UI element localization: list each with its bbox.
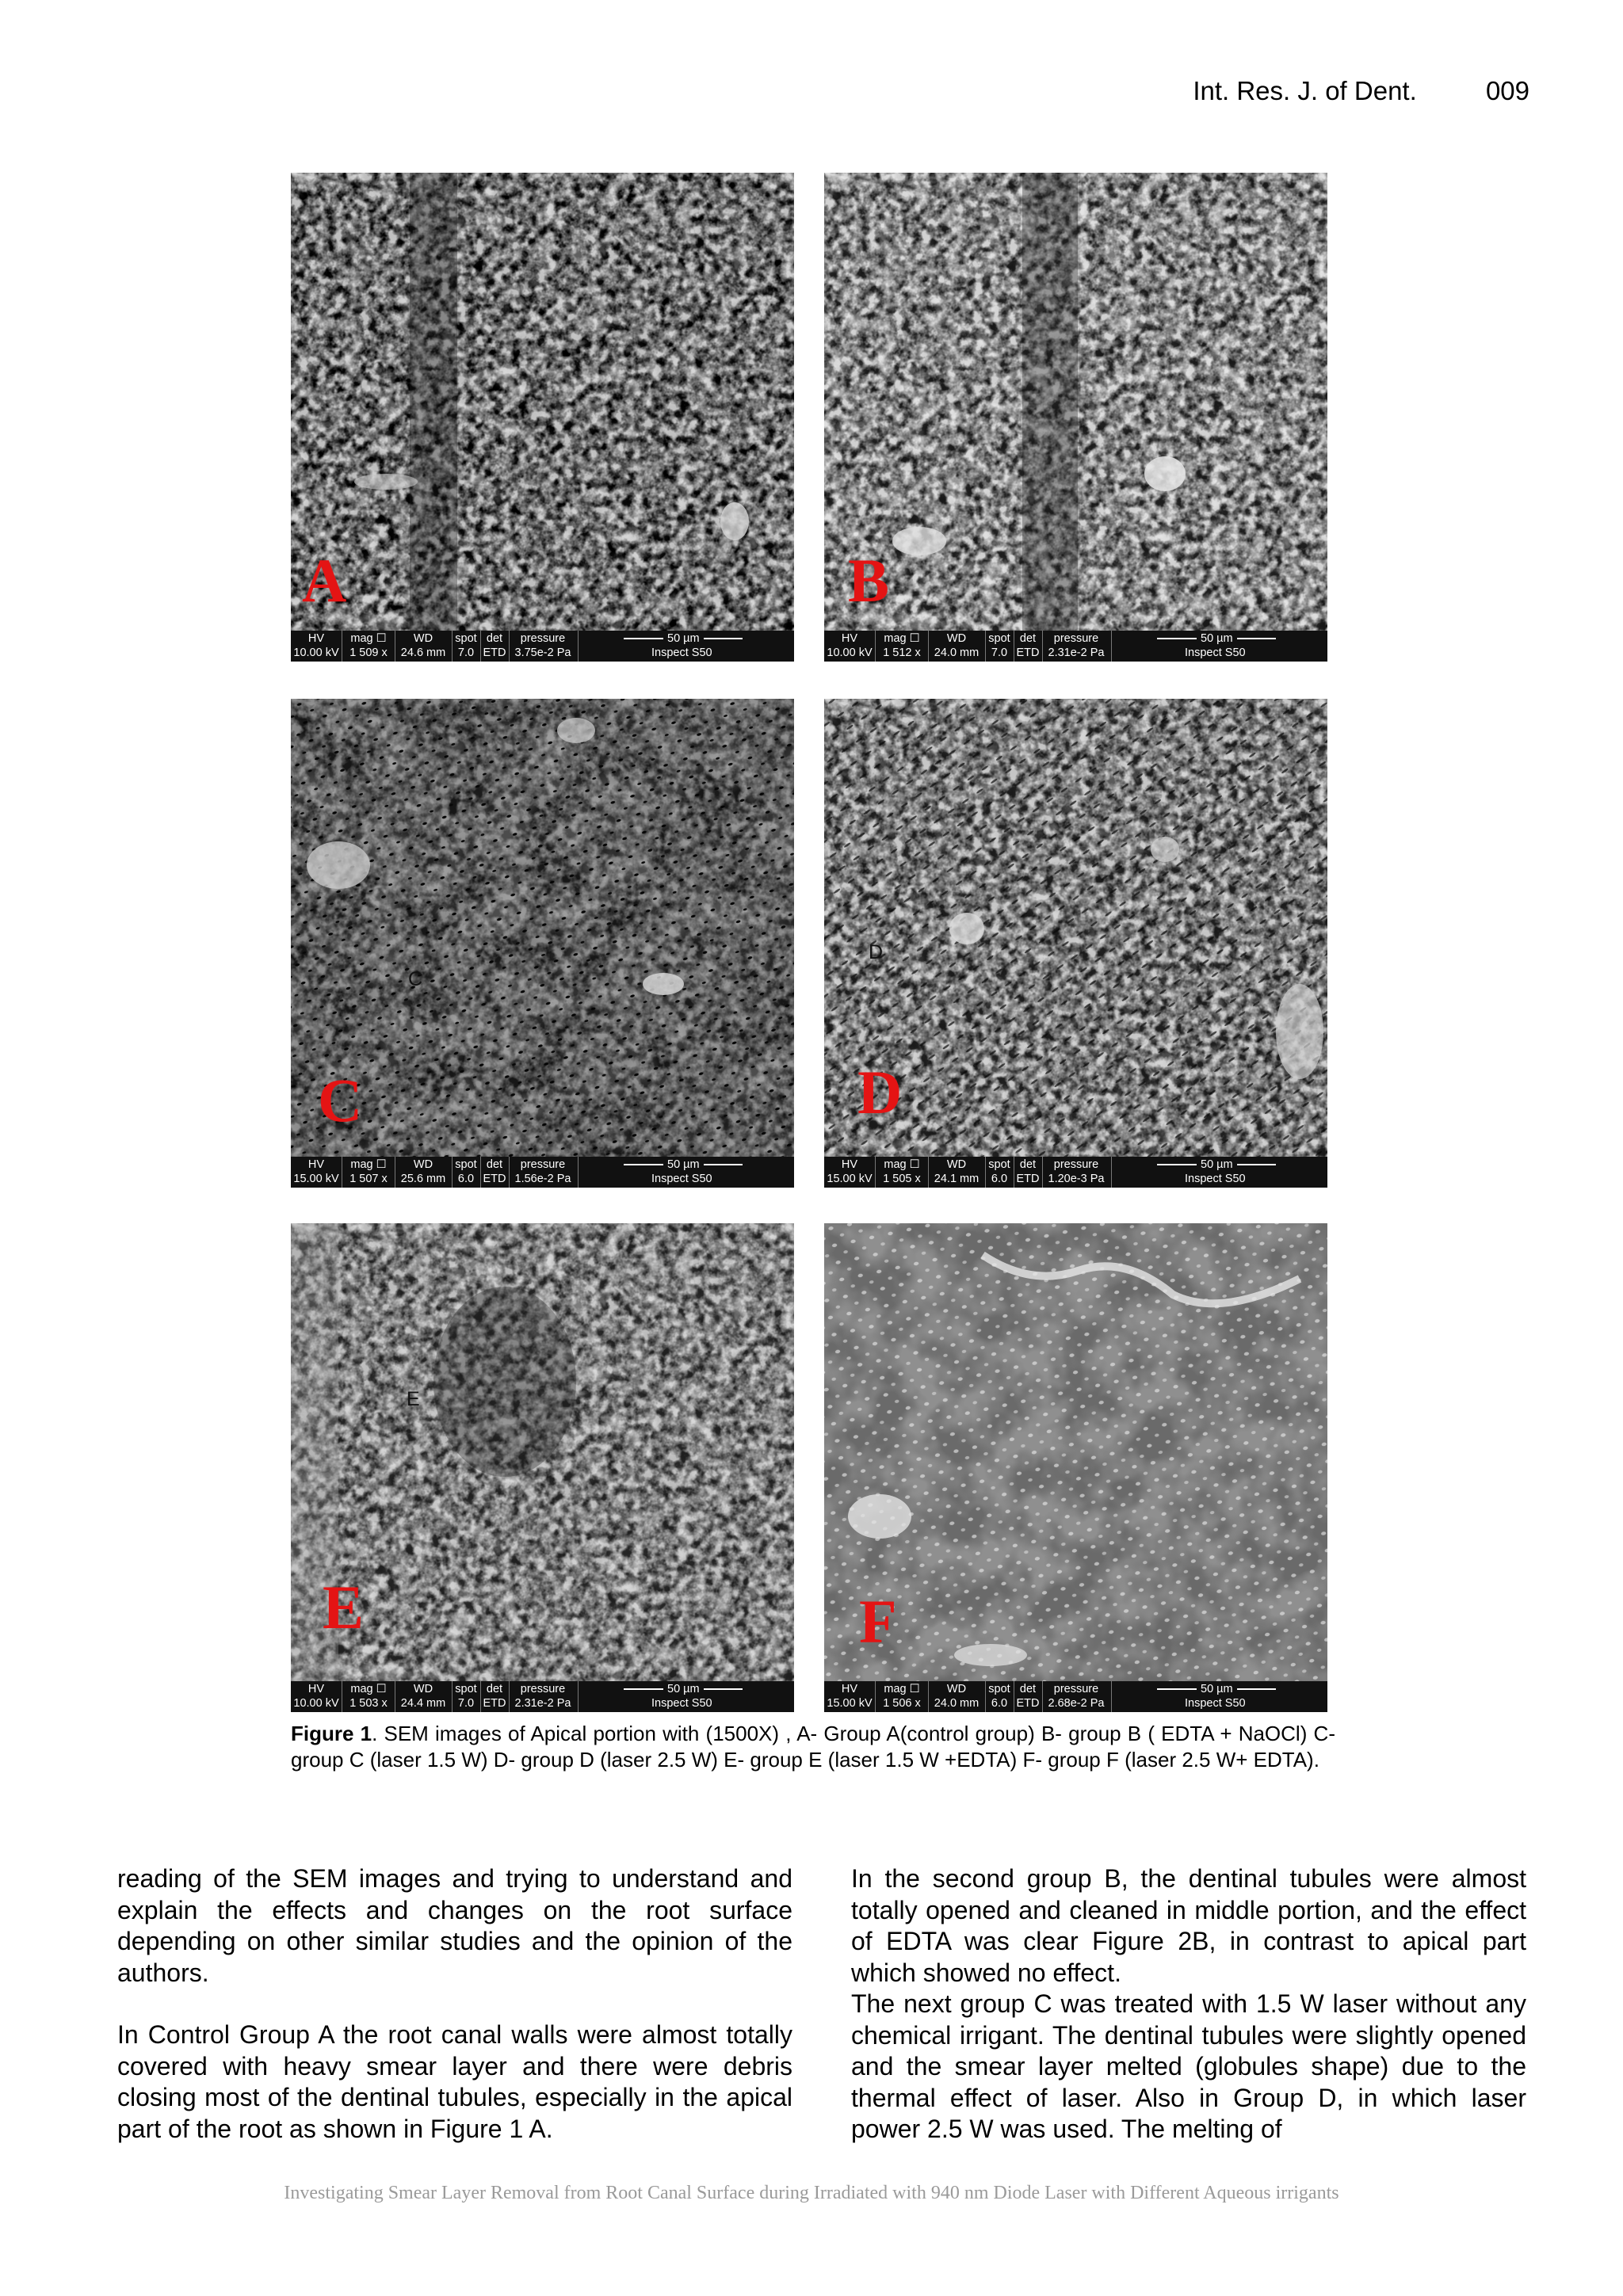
sem-panel-b [824, 173, 1327, 662]
paragraph: reading of the SEM images and trying to understand and explain the effects and changes on the root surface depending on other similar studies and the opinion of the authors. [117, 1864, 792, 1987]
sem-panel-a [291, 173, 794, 662]
sem-panel-f [824, 1223, 1327, 1712]
page-header [1193, 76, 1529, 106]
running-footer: Investigating Smear Layer Removal from Root Canal Surface during Irradiated with 940 nm Diode Laser with Different Aqueous irrigants [284, 2183, 1339, 2203]
panel-overlay-letter-c: C [408, 968, 423, 990]
sem-infobar-f: HV 15.00 kV mag ☐ 1 506 x WD 24.0 mm spot 6.0 det ETD pressure 2.68e-2 Pa 50 µm Inspect S50 [824, 1681, 1327, 1712]
panel-label-a: A [302, 546, 347, 615]
sem-image-c [291, 699, 794, 1157]
sem-infobar-d: HV 15.00 kV mag ☐ 1 505 x WD 24.1 mm spot 6.0 det ETD pressure 1.20e-3 Pa 50 µm Inspect S50 [824, 1157, 1327, 1188]
paragraph: In Control Group A the root canal walls were almost totally covered with heavy smear layer and there were debris closing most of the dentinal tubules, especially in the apical part of the root as shown in Figure 1 A. [117, 2020, 792, 2143]
paragraph: The next group C was treated with 1.5 W laser without any chemical irrigant. The dentinal tubules were slightly opened and the smear layer melted (globules shape) due to the thermal effect of laser. Also in Group D, in which laser power 2.5 W was used. The melting of [851, 1989, 1526, 2143]
figure-caption-text: . SEM images of Apical portion with (1500X) , A- Group A(control group) B- group B ( EDTA + NaOCl) C- group C (laser 1.5 W) D- group D (laser 2.5 W) E- group E (laser 1.5 W +EDTA) F- group F (laser 2.5 W+ EDTA). [291, 1722, 1335, 1772]
sem-image-a [291, 173, 794, 631]
figure-caption-label: Figure 1 [291, 1722, 372, 1745]
sem-panel-e [291, 1223, 794, 1712]
body-right-column [851, 1863, 1526, 2145]
sem-infobar-a: HV 10.00 kV mag ☐ 1 509 x WD 24.6 mm spot 7.0 det ETD pressure 3.75e-2 Pa 50 µm Inspect S50 [291, 631, 794, 662]
paragraph: In the second group B, the dentinal tubules were almost totally opened and cleaned in middle portion, and the effect of EDTA was clear Figure 2B, in contrast to apical part which showed no effect. [851, 1864, 1526, 1987]
panel-label-d: D [857, 1058, 903, 1127]
sem-image-b [824, 173, 1327, 631]
sem-infobar-e: HV 10.00 kV mag ☐ 1 503 x WD 24.4 mm spot 7.0 det ETD pressure 2.31e-2 Pa 50 µm Inspect S50 [291, 1681, 794, 1712]
body-left-column [117, 1863, 792, 2145]
figure-caption [291, 1721, 1335, 1773]
sem-image-f [824, 1223, 1327, 1681]
page-number: 009 [1485, 76, 1529, 105]
panel-label-e: E [323, 1573, 365, 1642]
panel-label-f: F [859, 1587, 897, 1656]
panel-overlay-letter-d: D [869, 941, 884, 963]
sem-panel-d [824, 699, 1327, 1188]
sem-image-e [291, 1223, 794, 1681]
journal-name: Int. Res. J. of Dent. [1193, 76, 1417, 105]
panel-overlay-letter-e: E [407, 1388, 420, 1410]
panel-label-b: B [848, 546, 890, 615]
sem-infobar-c: HV 15.00 kV mag ☐ 1 507 x WD 25.6 mm spot 6.0 det ETD pressure 1.56e-2 Pa 50 µm Inspect S50 [291, 1157, 794, 1188]
panel-label-c: C [318, 1066, 363, 1135]
sem-panel-c [291, 699, 794, 1188]
sem-infobar-b: HV 10.00 kV mag ☐ 1 512 x WD 24.0 mm spot 7.0 det ETD pressure 2.31e-2 Pa 50 µm Inspect S50 [824, 631, 1327, 662]
